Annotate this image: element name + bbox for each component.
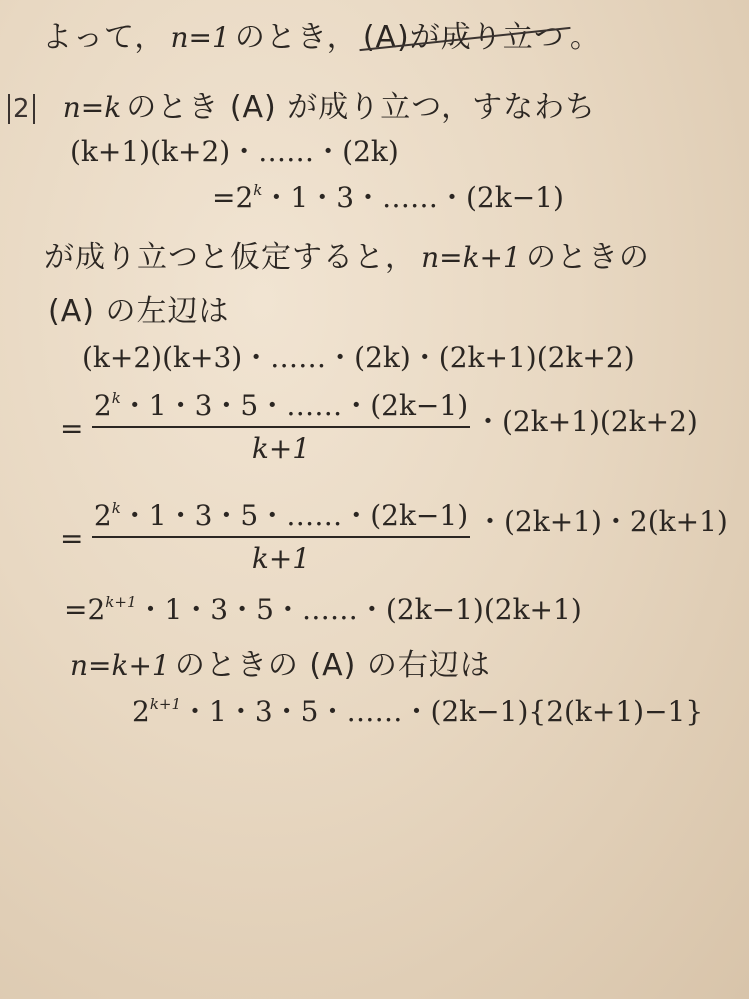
line-assumption-statement: が成り立つと仮定すると， n=k+1 のときの xyxy=(44,240,650,275)
fraction-bar xyxy=(92,426,470,428)
equation-lhs-k: (k+1)(k+2)・……・(2k) xyxy=(70,135,399,168)
equals-sign: = xyxy=(60,522,84,555)
line-conclusion-n1: よって， n=1 のとき， (A)が成り立つ 。 xyxy=(42,20,601,55)
struck-text: (A)が成り立つ xyxy=(362,20,565,55)
equation-rhs-k1: $2^{k+1}$・1・3・5・……・(2k−1){2(k+1)−1} xyxy=(132,695,704,728)
fraction-1-tail: ・(2k+1)(2k+2) xyxy=(474,405,698,438)
line-right-side-label: n=k+1 のときの (A) の右辺は xyxy=(70,648,491,683)
equals-sign: = xyxy=(60,412,84,445)
equation-rhs-k: $=2^k$・1・3・……・(2k−1) xyxy=(212,181,564,214)
line-left-side-label: (A) の左辺は xyxy=(48,294,230,329)
line-assumption-intro: 2 n=k のとき (A) が成り立つ，すなわち xyxy=(8,82,596,126)
fraction-2-tail: ・(2k+1)・2(k+1) xyxy=(476,505,728,538)
fraction-2: 2$^k$・1・3・5・……・(2k−1) k+1 xyxy=(93,499,469,575)
step-marker: 2 xyxy=(8,94,35,124)
fraction-bar xyxy=(92,536,470,538)
equation-simplified: $=2^{k+1}$・1・3・5・……・(2k−1)(2k+1) xyxy=(64,593,582,626)
equation-lhs-k1: (k+2)(k+3)・……・(2k)・(2k+1)(2k+2) xyxy=(82,341,635,374)
fraction-1: 2$^k$・1・3・5・……・(2k−1) k+1 xyxy=(93,389,469,465)
